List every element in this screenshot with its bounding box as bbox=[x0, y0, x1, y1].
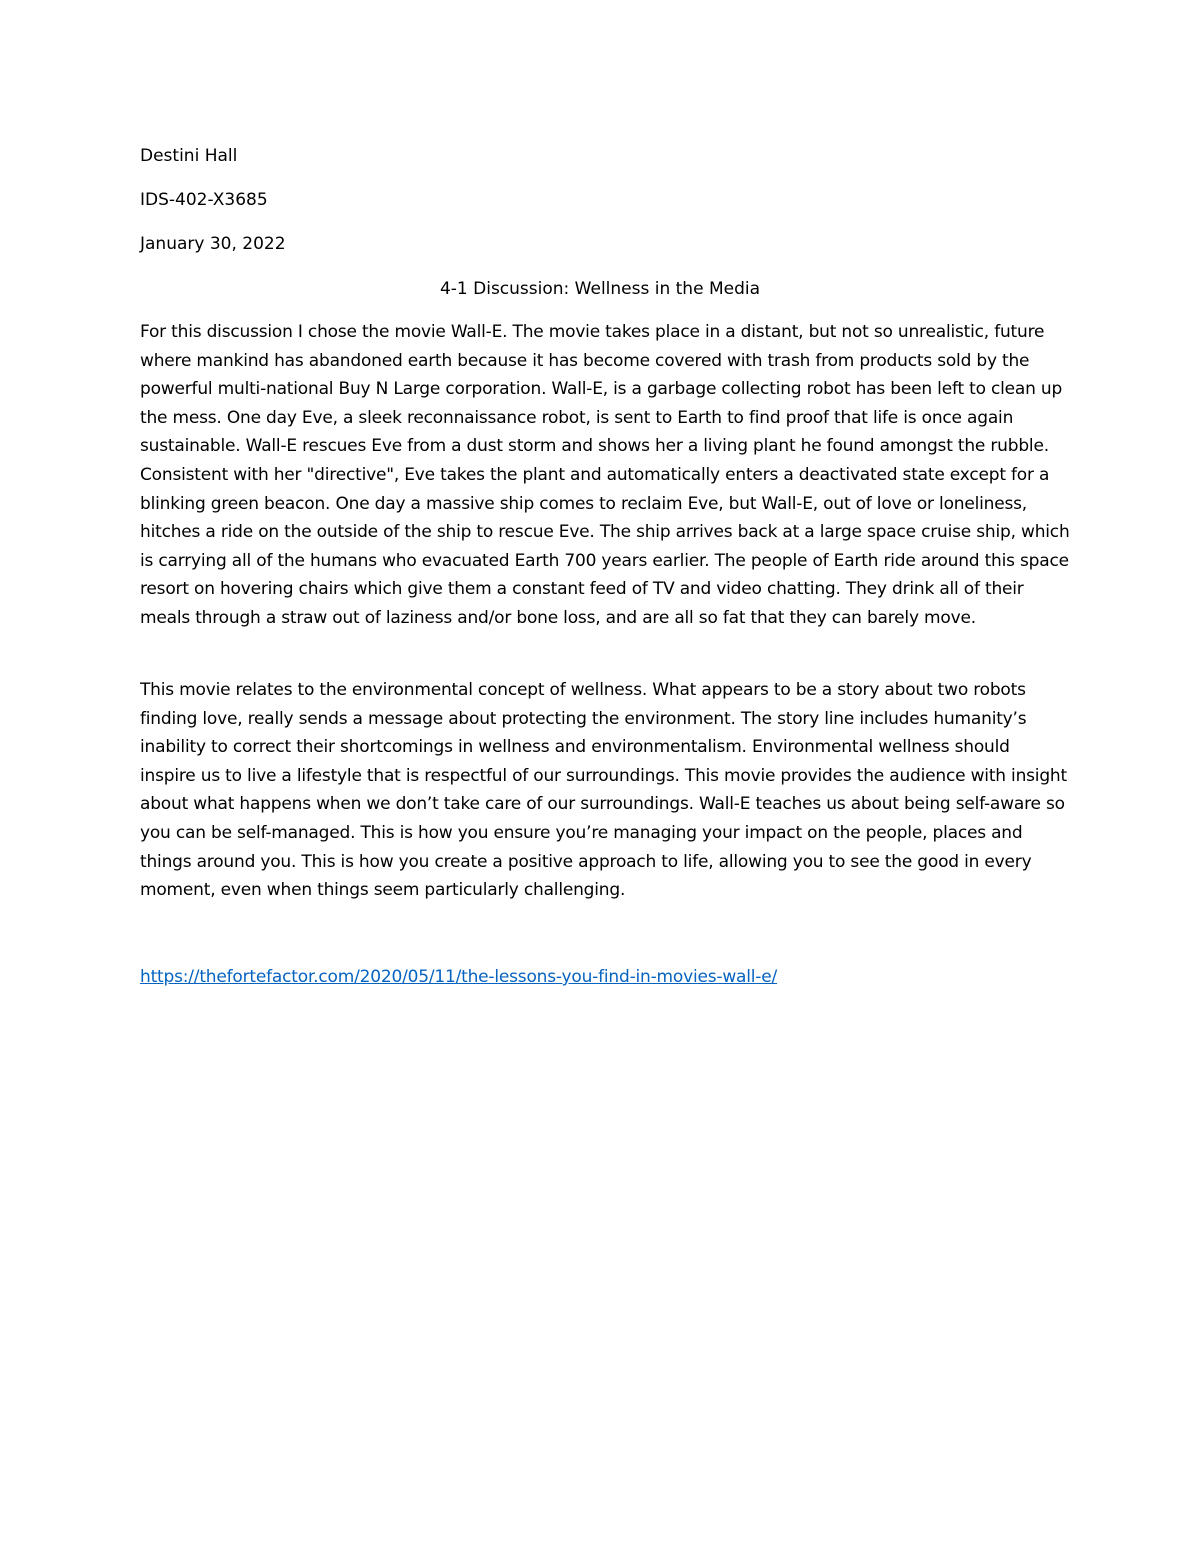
document-date: January 30, 2022 bbox=[140, 234, 286, 254]
reference-link[interactable]: https://thefortefactor.com/2020/05/11/the-lessons-you-find-in-movies-wall-e/ bbox=[140, 967, 778, 987]
body-paragraph-2: This movie relates to the environmental concept of wellness. What appears to be a story about two robots finding love, really sends a message about protecting the environment. The story line includes humanity’s inability to correct their shortcomings in wellness and environmentalism. Environmental wellness should inspire us to live a lifestyle that is respectful of our surroundings. This movie provides the audience with insight about what happens when we don’t take care of our surroundings. Wall-E teaches us about being self-aware so you can be self-managed. This is how you ensure you’re managing your impact on the people, places and things around you. This is how you create a positive approach to life, allowing you to see the good in every moment, even when things seem particularly challenging. bbox=[140, 680, 1067, 901]
document-title: 4-1 Discussion: Wellness in the Media bbox=[439, 279, 761, 299]
course-code: IDS-402-X3685 bbox=[140, 190, 268, 210]
author-name: Destini Hall bbox=[140, 146, 238, 166]
body-paragraph-1: For this discussion I chose the movie Wall-E. The movie takes place in a distant, but not so unrealistic, future where mankind has abandoned earth because it has become covered with trash from products sold by the powerful multi-national Buy N Large corporation. Wall-E, is a garbage collecting robot has been left to clean up the mess. One day Eve, a sleek reconnaissance robot, is sent to Earth to find proof that life is once again sustainable. Wall-E rescues Eve from a dust storm and shows her a living plant he found amongst the rubble. Consistent with her "directive", Eve takes the plant and automatically enters a deactivated state except for a blinking green beacon. One day a massive ship comes to reclaim Eve, but Wall-E, out of love or loneliness, hitches a ride on the outside of the ship to rescue Eve. The ship arrives back at a large space cruise ship, which is carrying all of the humans who evacuated Earth 700 years earlier. The people of Earth ride around this space resort on hovering chairs which give them a constant feed of TV and video chatting. They drink all of their meals through a straw out of laziness and/or bone loss, and are all so fat that they can barely move. bbox=[140, 322, 1070, 628]
